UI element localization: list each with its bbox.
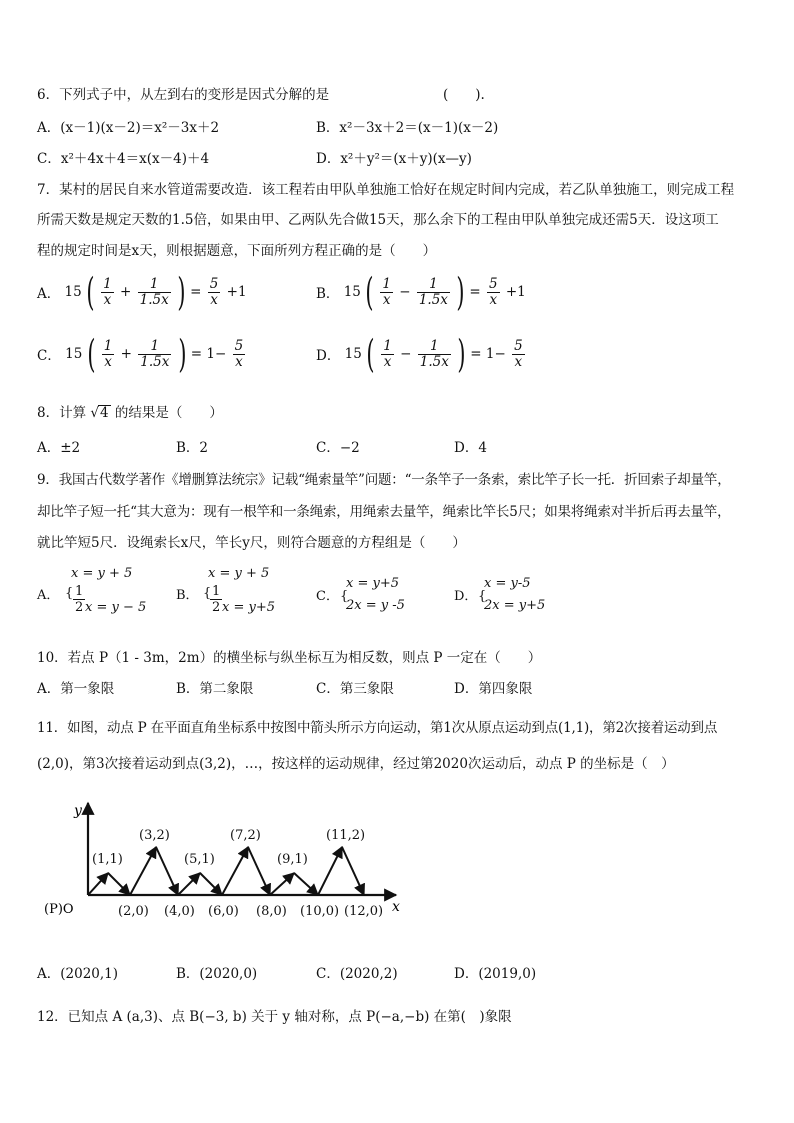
fraction: $\frac{5}{x}$	[234, 337, 244, 370]
q7-coef: 15	[64, 284, 82, 300]
fraction: $\frac{5}{x}$	[514, 337, 523, 370]
q8-option-d: D．4	[454, 440, 487, 456]
peak-label: (7,2)	[230, 828, 261, 843]
q9-option-c: C． { x = y+5 2x = y -5	[316, 576, 405, 613]
peak-label: (3,2)	[139, 828, 170, 843]
fraction: $\frac{1}{x}$	[382, 275, 391, 308]
origin-label: (P)O	[44, 902, 74, 917]
base-label: (12,0)	[344, 904, 384, 919]
q7-line-2: 所需天数是规定天数的1.5倍，如果由甲、乙两队先合做15天，那么余下的工程由甲队单独完成还需5天．设这项工	[37, 212, 719, 228]
q6-option-d: D．x²＋y²＝(x＋y)(x—y)	[316, 151, 472, 167]
q9-option-d: D． { x = y-5 2x = y+5	[454, 576, 546, 613]
q11-figure	[38, 795, 408, 945]
peak-label: (5,1)	[184, 852, 215, 867]
base-label: (6,0)	[208, 904, 239, 919]
q8-stem-b: 的结果是（ ）	[114, 405, 223, 421]
q7-option-b: B． 15 ( $\frac{1}{x}$ − $\frac{1}{1.5x}$ ) = $\frac{5}{x}$ +1	[316, 270, 526, 314]
q8-option-a: A．±2	[37, 440, 81, 456]
q8-option-c: C．−2	[316, 440, 360, 456]
q11-line-2: (2,0)，第3次接着运动到点(3,2)，…，按这样的运动规律，经过第2020次运动后，动点 P 的坐标是（ ）	[37, 756, 675, 772]
q9-option-d-bottom: 2x = y+5	[484, 598, 546, 613]
q9-option-b: B． x = y + 5 { $\frac{1}{2}$ x = y+5	[176, 566, 275, 615]
q9-option-d-label: D．	[454, 589, 478, 604]
q9-option-c-bottom: 2x = y -5	[346, 598, 405, 613]
q7-option-b-label: B．	[316, 286, 340, 302]
q7-option-d-label: D．	[316, 348, 341, 364]
base-label: (10,0)	[300, 904, 340, 919]
q9-option-a-label: A．	[37, 588, 60, 603]
q8-stem: 8．计算 √4 的结果是（ ）	[37, 405, 223, 421]
fraction: $\frac{1}{x}$	[103, 337, 113, 370]
q8-option-b: B．2	[176, 440, 209, 456]
peak-label: (1,1)	[92, 852, 123, 867]
q9-option-b-label: B．	[176, 588, 199, 603]
q10-option-a: A．第一象限	[37, 681, 115, 697]
q6-option-a: A．(x－1)(x－2)＝x²－3x＋2	[37, 120, 220, 136]
q9-line-1: 9．我国古代数学著作《增删算法统宗》记载“绳索量竿”问题：“一条竿子一条索，索比竿子长一托．折回索子却量竿，	[37, 472, 731, 488]
q6-option-b: B．x²－3x＋2＝(x－1)(x－2)	[316, 120, 499, 136]
q9-option-c-top: x = y+5	[346, 576, 399, 591]
q7-option-c-label: C．	[37, 348, 61, 364]
base-label: (4,0)	[164, 904, 195, 919]
q9-option-b-bottom: x = y+5	[222, 600, 275, 615]
motion-path	[88, 847, 364, 895]
fraction: $\frac{1}{x}$	[103, 275, 112, 308]
q11-option-c: C．(2020,2)	[316, 966, 398, 982]
fraction: $\frac{1}{1.5x}$	[139, 275, 169, 308]
q11-option-d: D．(2019,0)	[454, 966, 537, 982]
q10-option-c: C．第三象限	[316, 681, 394, 697]
fraction: $\frac{1}{1.5x}$	[419, 337, 449, 370]
base-label: (2,0)	[118, 904, 149, 919]
q10-option-b: B．第二象限	[176, 681, 254, 697]
q8-radicand: 4	[100, 405, 109, 421]
q9-option-a-top: x = y + 5	[71, 566, 133, 581]
base-label: (8,0)	[256, 904, 287, 919]
q9-option-b-top: x = y + 5	[208, 566, 270, 581]
q10-option-d: D．第四象限	[454, 681, 533, 697]
q10-stem: 10．若点 P（1 - 3m，2m）的横坐标与纵坐标互为相反数，则点 P 一定在（ ）	[37, 650, 542, 666]
q9-line-3: 就比竿短5尺．设绳索长x尺，竿长y尺，则符合题意的方程组是（ ）	[37, 535, 466, 551]
q11-option-a: A．(2020,1)	[37, 966, 119, 982]
q7-option-d: D． 15 ( $\frac{1}{x}$ − $\frac{1}{1.5x}$ ) = 1− $\frac{5}{x}$	[316, 332, 523, 376]
q6-stem: 6．下列式子中，从左到右的变形是因式分解的是	[37, 87, 330, 103]
q7-option-a-label: A．	[37, 286, 61, 302]
fraction: $\frac{1}{x}$	[383, 337, 392, 370]
q6-blank: ( ).	[443, 87, 485, 103]
q9-option-a-bottom: x = y − 5	[85, 600, 147, 615]
peak-label: (9,1)	[277, 852, 308, 867]
q7-option-a: A． 15 ( $\frac{1}{x}$ + $\frac{1}{1.5x}$ ) = $\frac{5}{x}$ +1	[37, 270, 247, 314]
x-axis-label: x	[392, 899, 400, 915]
q7-option-c: C． 15 ( $\frac{1}{x}$ + $\frac{1}{1.5x}$ ) = 1− $\frac{5}{x}$	[37, 332, 244, 376]
q7-line-1: 7．某村的居民自来水管道需要改造．该工程若由甲队单独施工恰好在规定时间内完成，若乙队单独施工，则完成工程	[37, 182, 735, 198]
fraction: $\frac{5}{x}$	[209, 275, 219, 308]
q6-option-c: C．x²＋4x＋4＝x(x－4)＋4	[37, 151, 210, 167]
fraction: $\frac{1}{1.5x}$	[418, 275, 448, 308]
fraction: $\frac{1}{1.5x}$	[140, 337, 170, 370]
q9-option-d-top: x = y-5	[484, 576, 531, 591]
fraction: $\frac{5}{x}$	[488, 275, 498, 308]
q9-line-2: 却比竿子短一托“其大意为：现有一根竿和一条绳索，用绳索去量竿，绳索比竿长5尺；如果将绳索对半折后再去量竿，	[37, 504, 731, 520]
q9-option-a: A． x = y + 5 { $\frac{1}{2}$ x = y − 5	[37, 566, 147, 615]
peak-label: (11,2)	[326, 828, 366, 843]
q12-stem: 12．已知点 A (a,3)、点 B(−3, b) 关于 y 轴对称，点 P(−a,−b) 在第( )象限	[37, 1009, 512, 1025]
q11-line-1: 11．如图，动点 P 在平面直角坐标系中按图中箭头所示方向运动，第1次从原点运动到点(1,1)，第2次接着运动到点	[37, 720, 718, 736]
q8-stem-a: 8．计算	[37, 405, 87, 421]
q9-option-c-label: C．	[316, 589, 339, 604]
q7-line-3: 程的规定时间是x天，则根据题意，下面所列方程正确的是（ ）	[37, 243, 437, 259]
y-axis-label: y	[74, 803, 82, 819]
q11-option-b: B．(2020,0)	[176, 966, 258, 982]
